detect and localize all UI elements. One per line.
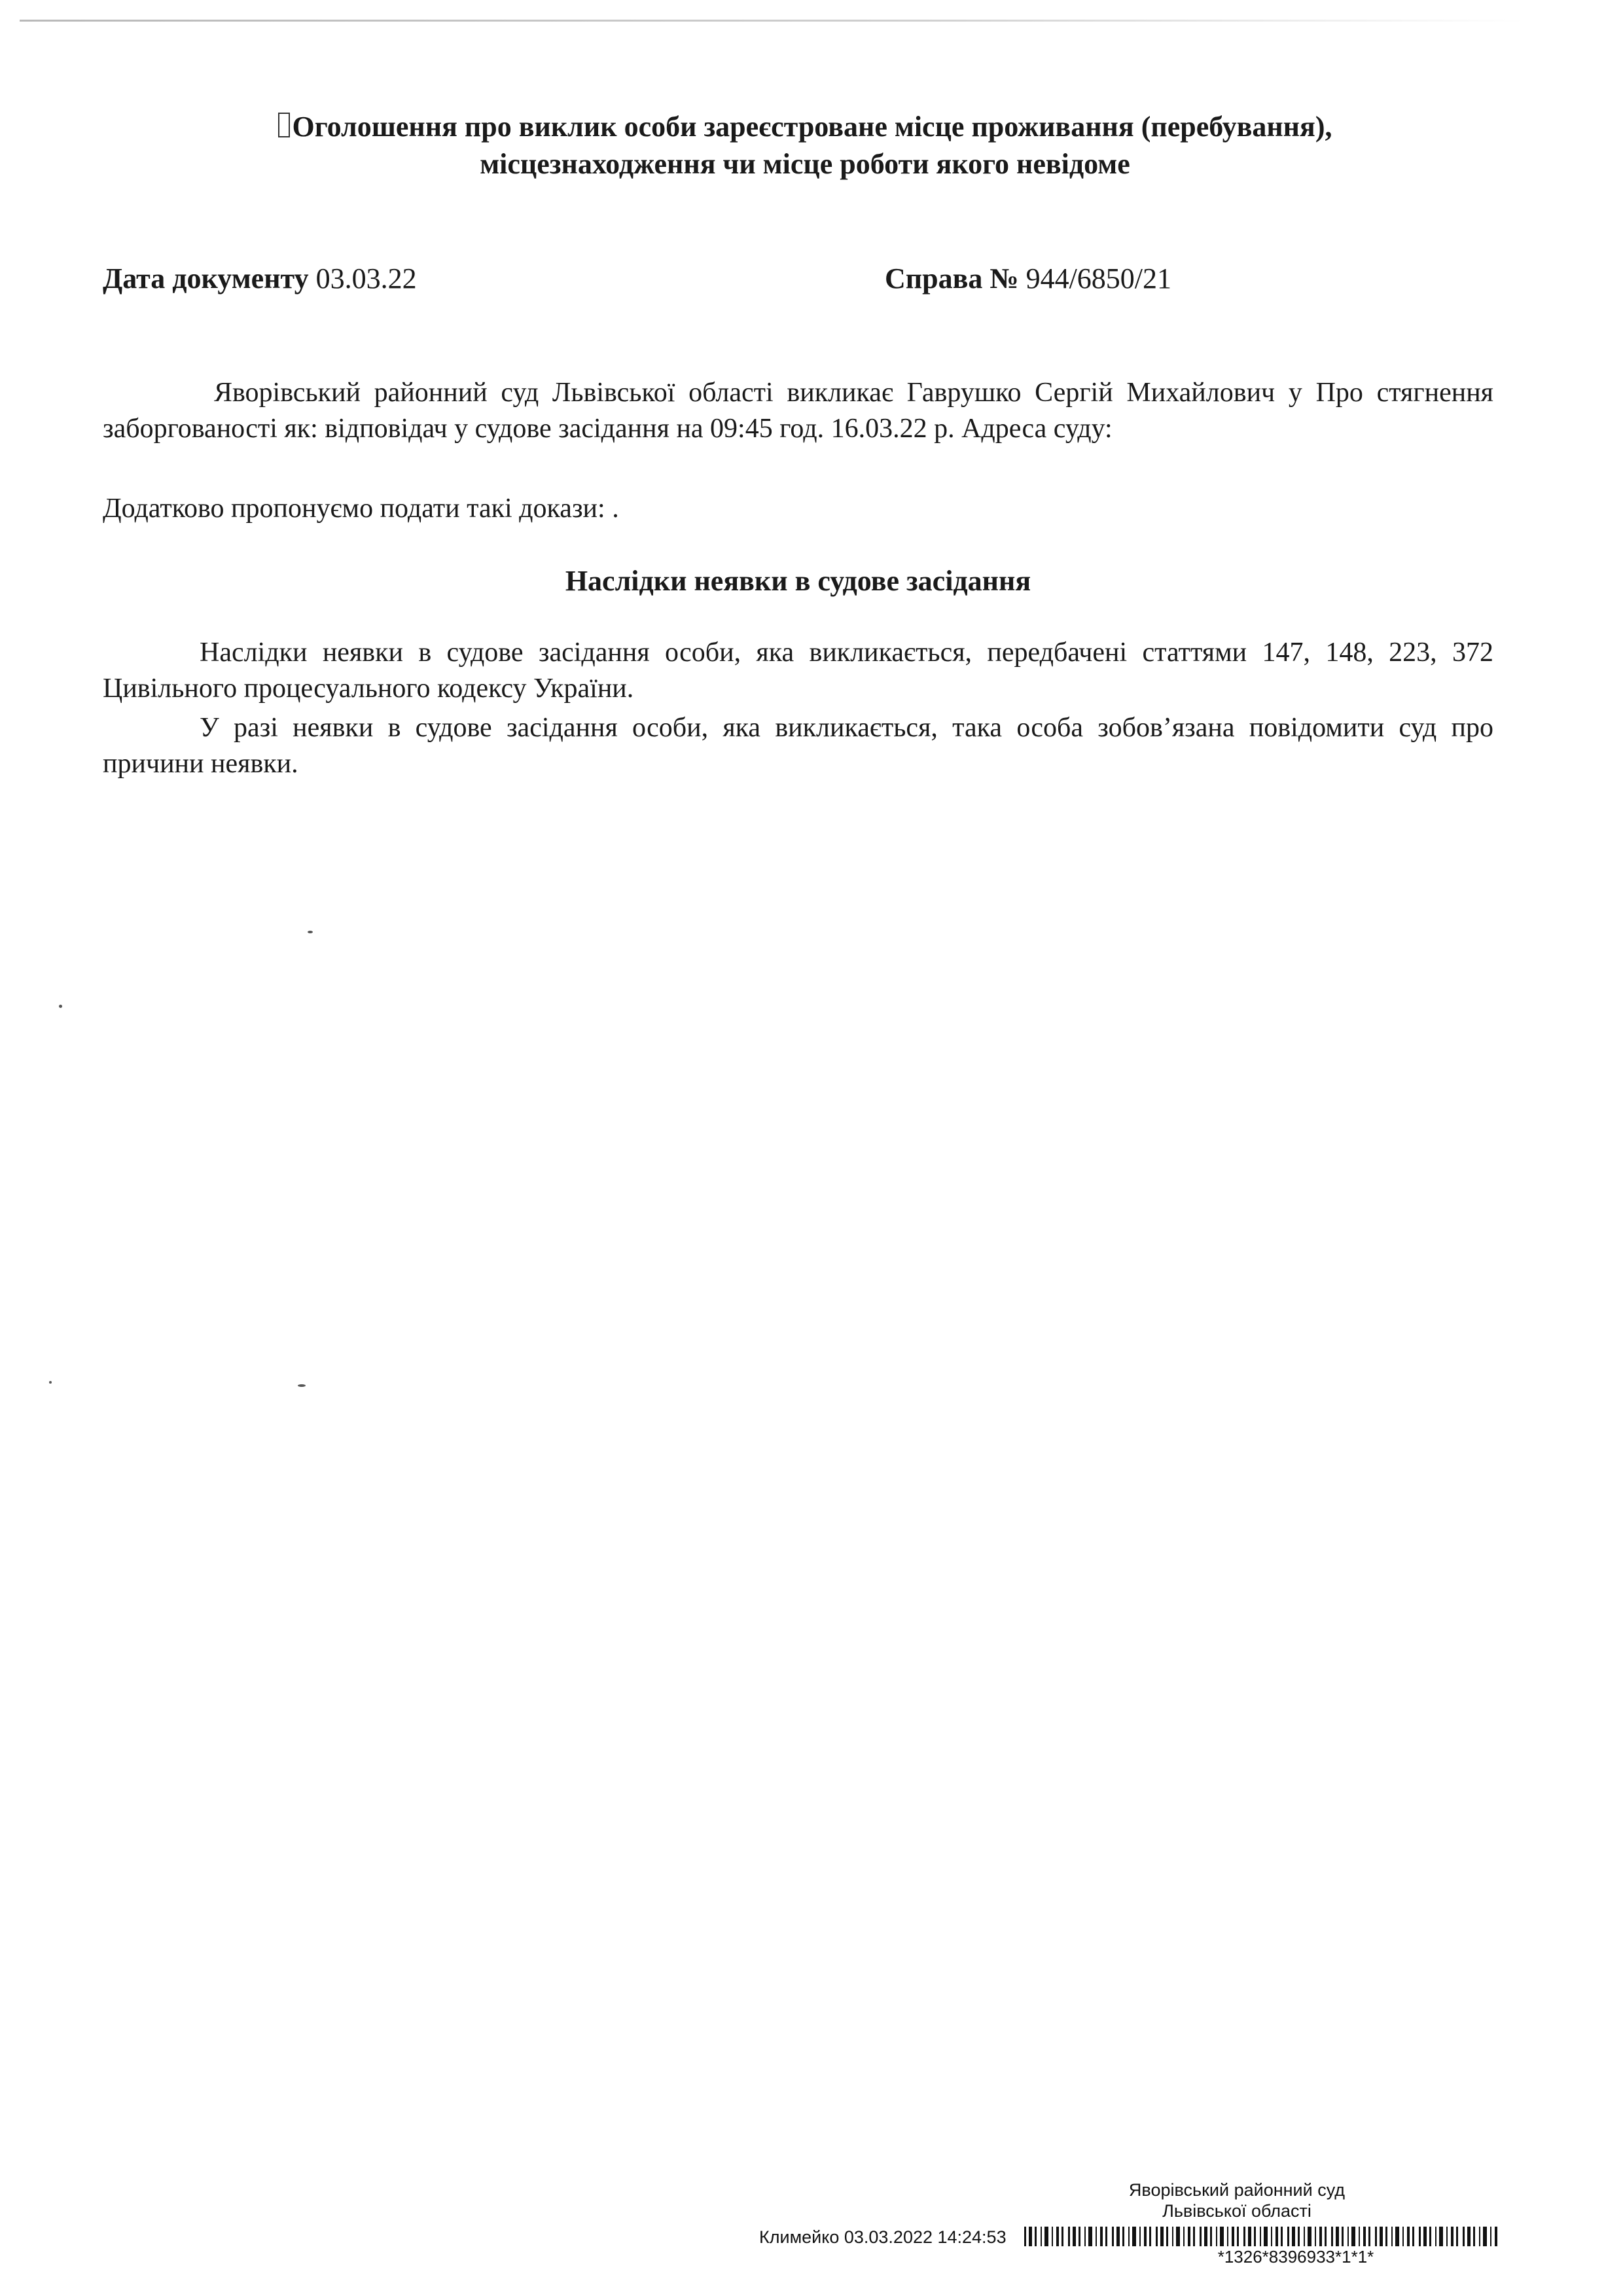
- barcode-bar: [1166, 2227, 1168, 2246]
- barcode-bar: [1407, 2227, 1410, 2246]
- barcode: [1024, 2227, 1502, 2246]
- barcode-bar: [1232, 2227, 1234, 2246]
- barcode-bar: [1298, 2227, 1300, 2246]
- barcode-bar: [1423, 2227, 1427, 2246]
- barcode-bar: [1073, 2227, 1076, 2246]
- barcode-bar: [1172, 2227, 1173, 2246]
- barcode-bar: [1248, 2227, 1251, 2246]
- barcode-bar: [1391, 2227, 1393, 2246]
- barcode-bar: [1128, 2227, 1130, 2246]
- document-date: [103, 260, 417, 297]
- barcode-bar: [1308, 2227, 1311, 2246]
- barcode-bar: [1216, 2227, 1217, 2246]
- barcode-bar: [1368, 2227, 1370, 2246]
- barcode-bar: [1227, 2227, 1228, 2246]
- document-title-line-1: Оголошення про виклик особи зареєстроване місце проживання (перебування),: [101, 108, 1508, 145]
- barcode-bar: [1287, 2227, 1289, 2246]
- barcode-bar: [1275, 2227, 1278, 2246]
- scan-speck: [59, 1005, 62, 1008]
- barcode-bar: [1495, 2227, 1497, 2246]
- barcode-bar: [1096, 2227, 1097, 2246]
- scan-speck: [298, 1384, 306, 1387]
- barcode-bar: [1068, 2227, 1070, 2246]
- barcode-bar: [1149, 2227, 1151, 2246]
- barcode-bar: [1412, 2227, 1414, 2246]
- barcode-bar: [1347, 2227, 1349, 2246]
- barcode-bar: [1467, 2227, 1471, 2246]
- barcode-bar: [1188, 2227, 1190, 2246]
- barcode-bar: [1029, 2227, 1032, 2246]
- barcode-bar: [1479, 2227, 1480, 2246]
- barcode-bar: [1451, 2227, 1454, 2246]
- barcode-bar: [1052, 2227, 1053, 2246]
- missing-glyph-box-icon: [278, 113, 290, 137]
- barcode-bar: [1220, 2227, 1224, 2246]
- barcode-bar: [1490, 2227, 1491, 2246]
- case-number-value: 944/6850/21: [1026, 262, 1172, 295]
- barcode-bar: [1435, 2227, 1436, 2246]
- document-date-label: Дата документу: [103, 262, 309, 295]
- barcode-bar: [1100, 2227, 1103, 2246]
- barcode-bar: [1402, 2227, 1404, 2246]
- barcode-bar: [1176, 2227, 1180, 2246]
- barcode-text: *1326*8396933*1*1*: [1217, 2247, 1374, 2267]
- court-stamp-line-2: Львівської області: [1162, 2201, 1311, 2221]
- barcode-bar: [1254, 2227, 1256, 2246]
- barcode-bar: [1237, 2227, 1239, 2246]
- barcode-bar: [1281, 2227, 1283, 2246]
- barcode-bar: [1483, 2227, 1487, 2246]
- barcode-bar: [1041, 2227, 1042, 2246]
- evidence-paragraph: Додатково пропонуємо подати такі докази: .: [103, 493, 619, 524]
- barcode-bar: [1380, 2227, 1383, 2246]
- barcode-bar: [1375, 2227, 1377, 2246]
- barcode-bar: [1260, 2227, 1261, 2246]
- barcode-bar: [1210, 2227, 1212, 2246]
- barcode-bar: [1473, 2227, 1475, 2246]
- case-number-label: Справа №: [885, 262, 1019, 295]
- top-scan-line: [20, 20, 1525, 22]
- barcode-bar: [1061, 2227, 1063, 2246]
- barcode-bar: [1463, 2227, 1465, 2246]
- barcode-bar: [1132, 2227, 1136, 2246]
- barcode-bar: [1044, 2227, 1048, 2246]
- barcode-bar: [1315, 2227, 1316, 2246]
- case-number: [885, 260, 1171, 297]
- barcode-bar: [1419, 2227, 1421, 2246]
- barcode-bar: [1319, 2227, 1322, 2246]
- barcode-bar: [1156, 2227, 1158, 2246]
- barcode-bar: [1351, 2227, 1355, 2246]
- barcode-bar: [1325, 2227, 1327, 2246]
- document-title-line-2: місцезнаходження чи місце роботи якого невідоме: [480, 148, 1130, 180]
- barcode-bar: [1200, 2227, 1202, 2246]
- barcode-bar: [1342, 2227, 1344, 2246]
- barcode-bar: [1271, 2227, 1272, 2246]
- court-stamp-line-1: Яворівський районний суд: [1128, 2180, 1346, 2200]
- barcode-bar: [1084, 2227, 1086, 2246]
- barcode-bar: [1336, 2227, 1339, 2246]
- barcode-bar: [1385, 2227, 1387, 2246]
- barcode-bar: [1139, 2227, 1141, 2246]
- scan-speck: [49, 1381, 52, 1384]
- barcode-bar: [1292, 2227, 1295, 2246]
- barcode-bar: [1243, 2227, 1245, 2246]
- barcode-bar: [1024, 2227, 1026, 2246]
- barcode-bar: [1035, 2227, 1037, 2246]
- barcode-bar: [1116, 2227, 1120, 2246]
- signer-timestamp: Климейко 03.03.2022 14:24:53: [759, 2227, 1007, 2247]
- barcode-bar: [1079, 2227, 1080, 2246]
- barcode-bar: [1105, 2227, 1107, 2246]
- barcode-bar: [1183, 2227, 1185, 2246]
- notify-court-paragraph: У разі неявки в судове засідання особи, яка викликається, така особа зобов’язана повідомити суд про причини неявки.: [103, 713, 1493, 779]
- barcode-bar: [1359, 2227, 1360, 2246]
- barcode-bar: [1160, 2227, 1164, 2246]
- barcode-bar: [1112, 2227, 1114, 2246]
- barcode-bar: [1429, 2227, 1431, 2246]
- barcode-bar: [1264, 2227, 1268, 2246]
- barcode-bar: [1088, 2227, 1092, 2246]
- barcode-bar: [1304, 2227, 1305, 2246]
- barcode-bar: [1193, 2227, 1195, 2246]
- barcode-bar: [1122, 2227, 1124, 2246]
- summons-paragraph: Яворівський районний суд Львівської області викликає Гаврушко Сергій Михайлович у Про стягнення заборгованості як: відповідач у судове засідання на 09:45 год. 16.03.22 р. Адреса суду:: [103, 378, 1493, 444]
- barcode-bar: [1056, 2227, 1059, 2246]
- barcode-bar: [1144, 2227, 1147, 2246]
- barcode-bar: [1331, 2227, 1333, 2246]
- document-date-value: 03.03.22: [315, 262, 417, 295]
- section-title-consequences: Наслідки неявки в судове засідання: [565, 565, 1031, 597]
- court-stamp: [1083, 2179, 1391, 2221]
- barcode-bar: [1395, 2227, 1399, 2246]
- barcode-bar: [1204, 2227, 1207, 2246]
- barcode-bar: [1446, 2227, 1448, 2246]
- consequences-paragraph: Наслідки неявки в судове засідання особи, яка викликається, передбачені статтями 147, 148, 223, 372 Цивільного процесуального кодексу України.: [103, 637, 1493, 704]
- scan-speck: [308, 931, 313, 933]
- barcode-bar: [1439, 2227, 1443, 2246]
- barcode-bar: [1456, 2227, 1458, 2246]
- barcode-bar: [1363, 2227, 1366, 2246]
- document-title: [101, 108, 1508, 183]
